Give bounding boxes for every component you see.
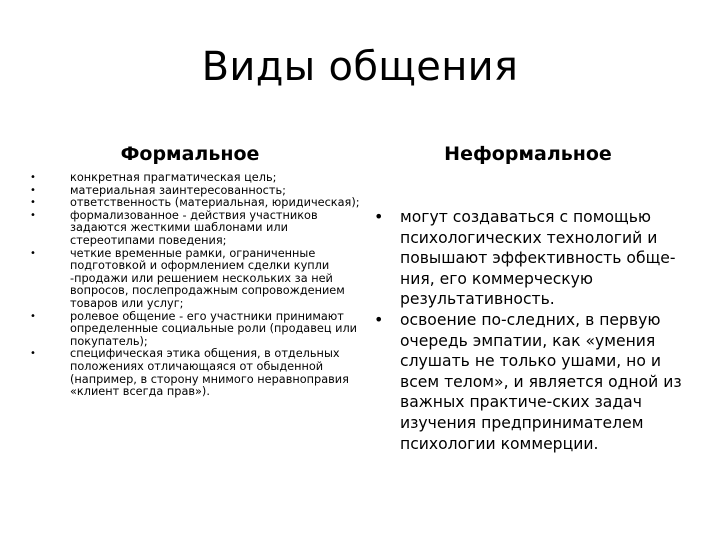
bullet-icon: • [30, 197, 36, 209]
formal-heading: Формальное [120, 143, 260, 165]
bullet-icon: • [30, 310, 36, 322]
bullet-icon: • [30, 172, 36, 183]
list-item-text: могут создаваться с помощью психологических технологий и повышают эффективность обще-ния, его коммерческую результативность. [400, 208, 676, 309]
list-item-text: ответственность (материальная, юридическая); [70, 196, 360, 210]
list-item-text: специфическая этика общения, в отдельных положениях отличающаяся от обыденной (например, в сторону мнимого неравноправия «клиент всегда прав»). [70, 347, 349, 399]
bullet-icon: • [374, 309, 384, 329]
informal-list [374, 207, 690, 454]
list-item-text: освоение по-следних, в первую очередь эмпатии, как «умения слушать не только ушами, но и всем телом», и является одной из важных практиче-ских задач изучения предпринимателем психологии коммерции. [400, 310, 682, 453]
list-item-text: формализованное - действия участников задаются жесткими шаблонами или стереотипами поведения; [70, 208, 318, 247]
list-item [374, 207, 690, 310]
bullet-icon: • [30, 348, 36, 360]
list-item-text: конкретная прагматическая цель; [70, 171, 277, 184]
list-item [374, 309, 690, 454]
list-item [30, 309, 360, 349]
bullet-icon: • [30, 184, 36, 196]
bullet-icon: • [30, 209, 36, 221]
formal-list [30, 171, 360, 399]
list-item-text: ролевое общение - его участники принимают определенные социальные роли (продавец или покупатель); [70, 309, 358, 348]
bullet-icon: • [374, 207, 384, 226]
list-item-text: материальная заинтересованность; [70, 183, 286, 197]
list-item [30, 208, 360, 248]
informal-heading: Неформальное [444, 143, 612, 165]
bullet-icon: • [30, 247, 36, 259]
list-item [30, 347, 360, 399]
list-item [30, 246, 360, 311]
slide-title: Виды общения [201, 44, 519, 90]
list-item-text: четкие временные рамки, ограниченные подготовкой и оформлением сделки купли -продажи или решением нескольких за ней вопросов, послепродажным сопровождением товаров или услуг; [70, 246, 345, 310]
